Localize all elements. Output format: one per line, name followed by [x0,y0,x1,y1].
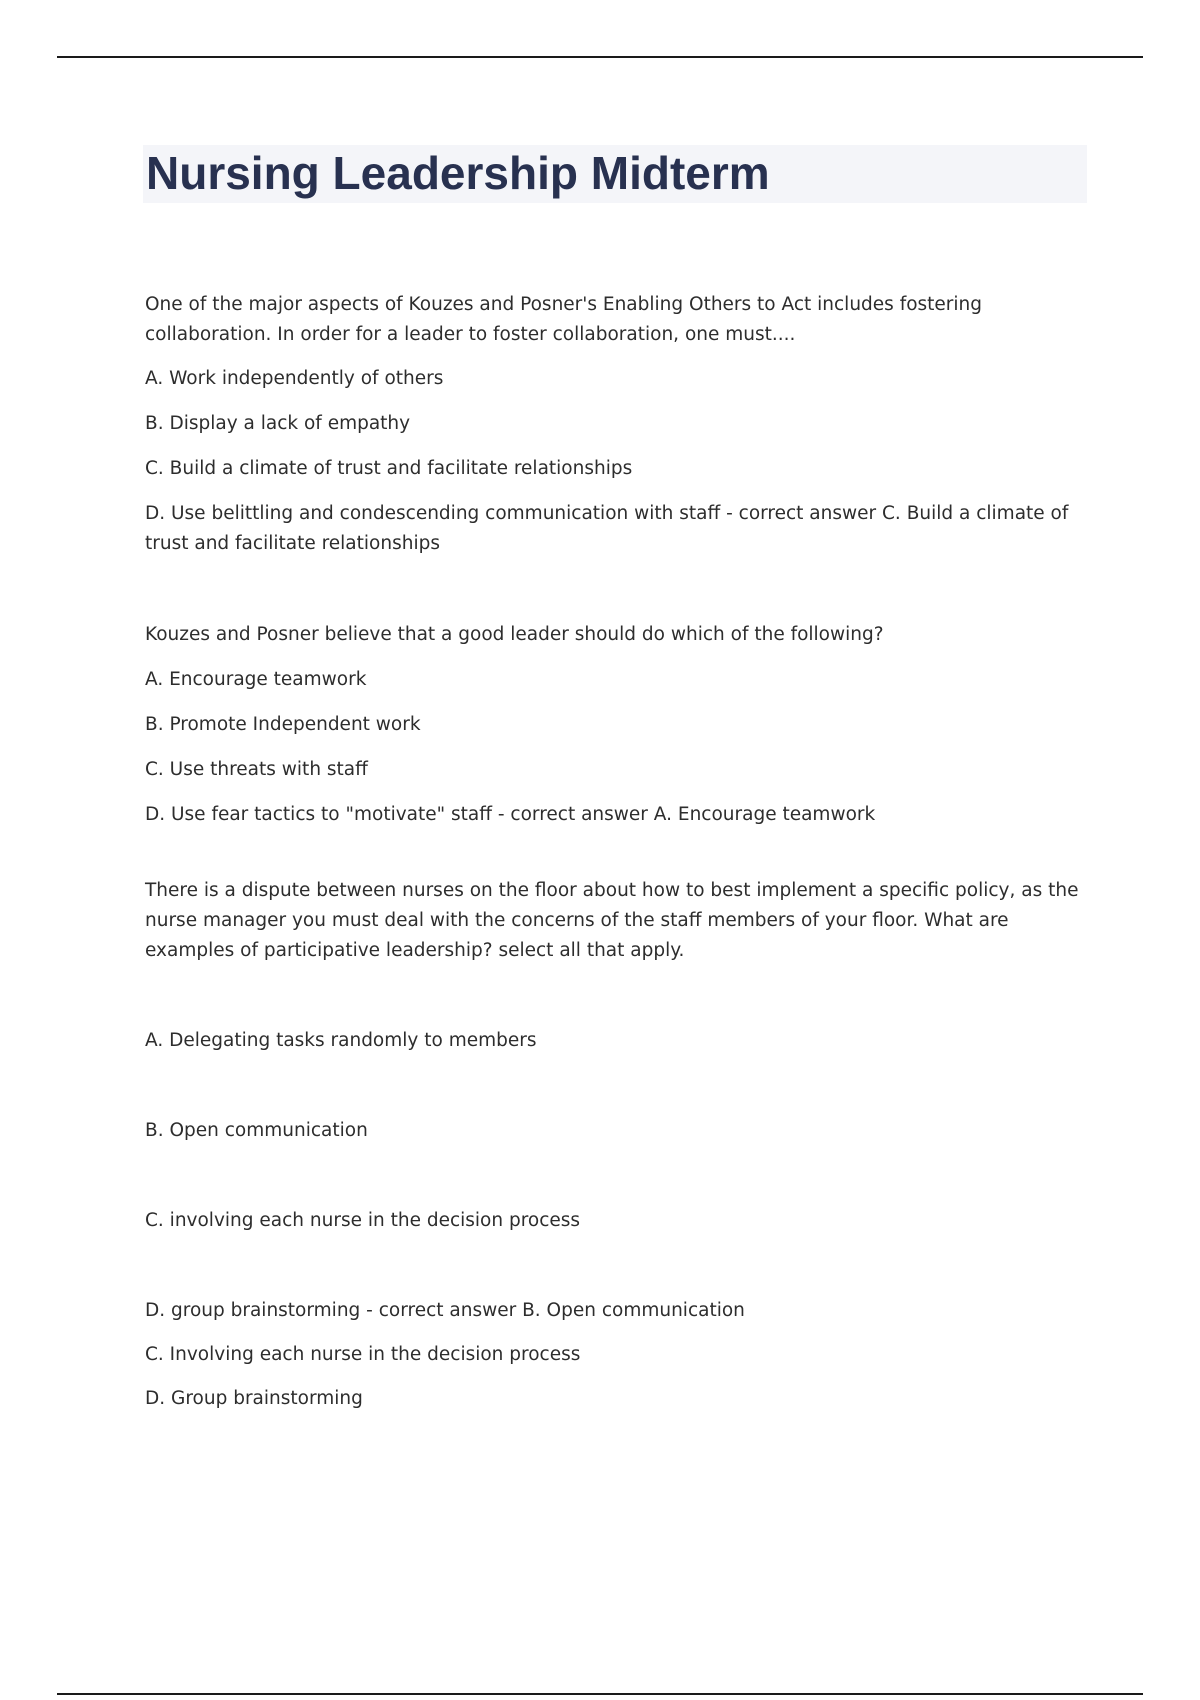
question-stem: There is a dispute between nurses on the floor about how to best implement a specific policy, as the nurse manager you must deal with the concerns of the staff members of your floor. What are examples of participative leadership? select all that apply. [145,880,1079,961]
answer-option: A. Work independently of others [145,368,444,389]
answer-option-with-correct-answer: D. group brainstorming - correct answer B. Open communication [145,1300,745,1321]
question-block [145,876,1095,1414]
question-stem: Kouzes and Posner believe that a good leader should do which of the following? [145,624,884,645]
answer-option: A. Encourage teamwork [145,669,367,690]
answer-option: B. Open communication [145,1120,368,1141]
answer-option-with-correct-answer: D. Use fear tactics to "motivate" staff - correct answer A. Encourage teamwork [145,804,876,825]
question-block [145,620,1095,830]
header-rule [57,56,1143,58]
answer-option: B. Promote Independent work [145,714,421,735]
answer-option: B. Display a lack of empathy [145,413,411,434]
document-body [145,290,1095,1414]
answer-option-with-correct-answer: D. Use belittling and condescending communication with staff - correct answer C. Build a climate of trust and facilitate relationships [145,503,1069,554]
correct-answer-continued: C. Involving each nurse in the decision process [145,1344,581,1365]
answer-option: C. Build a climate of trust and facilitate relationships [145,458,633,479]
document-title: Nursing Leadership Midterm [146,147,770,199]
question-stem: One of the major aspects of Kouzes and Posner's Enabling Others to Act includes fostering collaboration. In order for a leader to foster collaboration, one must.... [145,294,983,345]
answer-option: C. involving each nurse in the decision process [145,1210,581,1231]
answer-option: C. Use threats with staff [145,759,368,780]
answer-option: A. Delegating tasks randomly to members [145,1030,537,1051]
correct-answer-continued: D. Group brainstorming [145,1388,363,1409]
footer-rule [57,1693,1143,1695]
question-block [145,290,1095,559]
